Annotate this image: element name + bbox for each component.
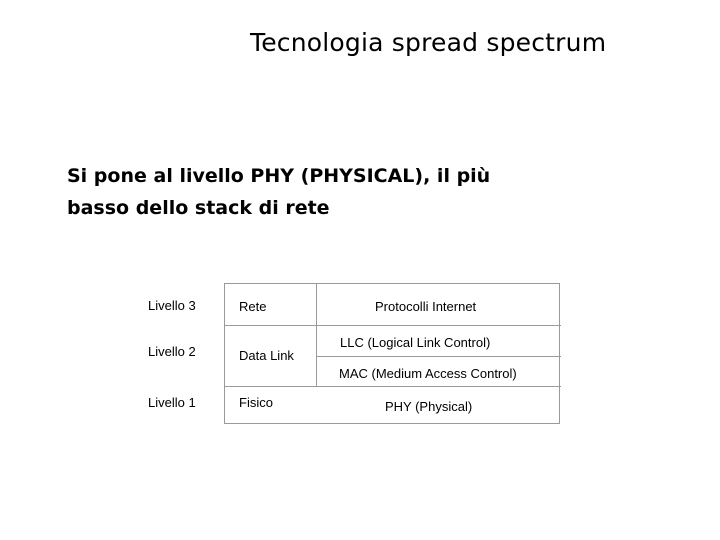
layer-rete: Rete: [239, 299, 267, 314]
level-3-label: Livello 3: [148, 298, 196, 313]
body-text: [67, 160, 667, 224]
level-1-label: Livello 1: [148, 395, 196, 410]
protocol-internet: Protocolli Internet: [375, 299, 477, 314]
row-divider-llc-mac: [317, 356, 561, 357]
column-divider: [316, 284, 317, 387]
body-text-line-2: basso dello stack di rete: [67, 197, 330, 219]
level-2-label: Livello 2: [148, 344, 196, 359]
protocol-phy: PHY (Physical): [385, 399, 473, 414]
body-text-line-1: Si pone al livello PHY (PHYSICAL), il più: [67, 165, 491, 187]
row-divider-3-2: [225, 325, 561, 326]
protocol-llc: LLC (Logical Link Control): [340, 335, 491, 350]
network-stack-table: [224, 283, 560, 424]
slide-title: Tecnologia spread spectrum: [250, 28, 607, 57]
protocol-mac: MAC (Medium Access Control): [339, 366, 517, 381]
row-divider-2-1: [225, 386, 561, 387]
layer-data-link: Data Link: [239, 348, 294, 363]
layer-fisico: Fisico: [239, 395, 273, 410]
